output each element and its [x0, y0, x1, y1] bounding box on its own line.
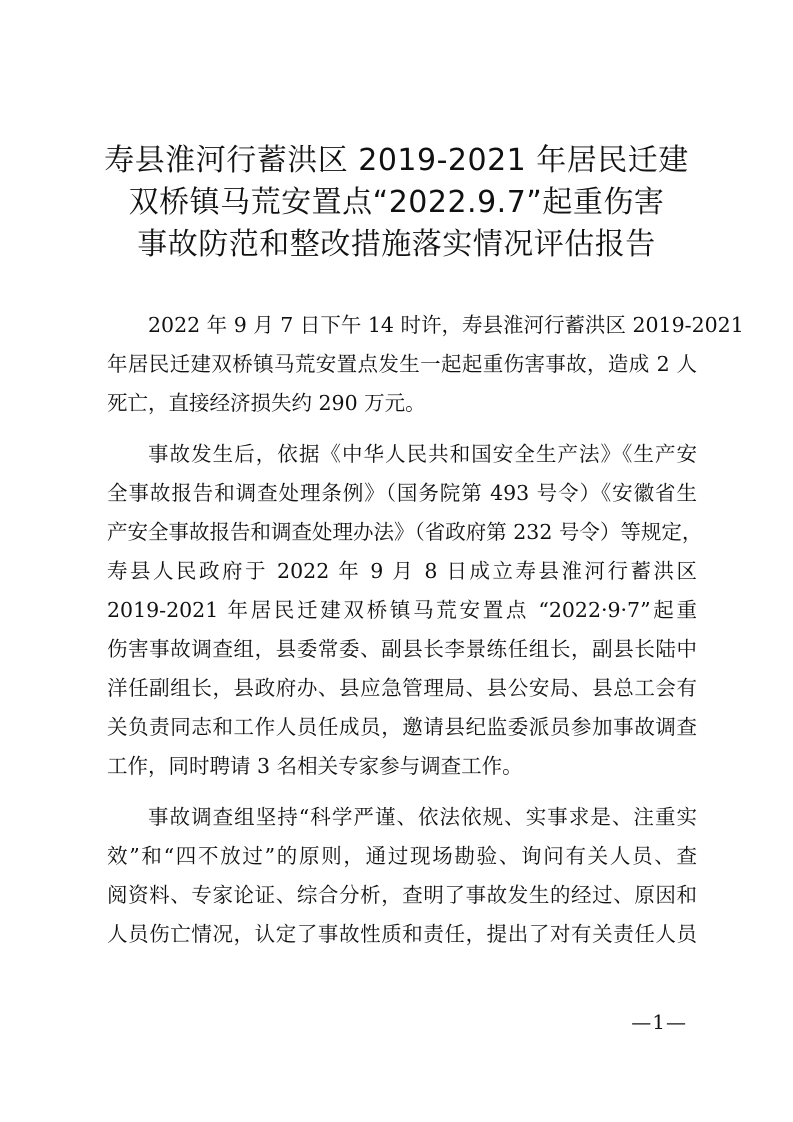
paragraph-line: 2019-2021 年居民迁建双桥镇马荒安置点 “2022·9·7”起重	[107, 598, 697, 622]
paragraph-line: 伤害事故调查组，县委常委、副县长李景练任组长，副县长陆中	[107, 637, 697, 661]
paragraph-line: 洋任副组长，县政府办、县应急管理局、县公安局、县总工会有	[107, 676, 697, 700]
paragraph-3	[107, 798, 697, 954]
paragraph-line: 关负责同志和工作人员任成员，邀请县纪监委派员参加事故调查	[107, 715, 697, 739]
paragraph-line: 效”和“四不放过”的原则，通过现场勘验、询问有关人员、查	[107, 844, 697, 868]
paragraph-line: 产安全事故报告和调查处理办法》（省政府第 232 号令）等规定，	[107, 520, 703, 544]
title-line: 双桥镇马荒安置点“2022.9.7”起重伤害	[128, 185, 665, 220]
paragraph-line: 人员伤亡情况，认定了事故性质和责任，提出了对有关责任人员	[107, 922, 697, 946]
document-body	[107, 306, 744, 966]
title-line: 事故防范和整改措施落实情况评估报告	[137, 227, 656, 262]
paragraph-line: 年居民迁建双桥镇马荒安置点发生一起起重伤害事故，造成 2 人	[107, 352, 697, 376]
title-line: 寿县淮河行蓄洪区 2019-2021 年居民迁建	[104, 143, 689, 178]
paragraph-line: 工作，同时聘请 3 名相关专家参与调查工作。	[107, 754, 523, 778]
paragraph-2	[107, 435, 703, 786]
paragraph-line: 死亡，直接经济损失约 290 万元。	[107, 391, 426, 415]
paragraph-line: 寿县人民政府于 2022 年 9 月 8 日成立寿县淮河行蓄洪区	[107, 559, 697, 583]
document-title	[60, 140, 733, 266]
paragraph-1	[107, 306, 744, 423]
page-number: —1—	[631, 1010, 687, 1034]
paragraph-line: 全事故报告和调查处理条例》（国务院第 493 号令）《安徽省生	[107, 481, 697, 505]
paragraph-line: 事故调查组坚持“科学严谨、依法依规、实事求是、注重实	[148, 805, 697, 829]
paragraph-line: 事故发生后，依据《中华人民共和国安全生产法》《生产安	[148, 442, 697, 466]
paragraph-line: 阅资料、专家论证、综合分析，查明了事故发生的经过、原因和	[107, 883, 697, 907]
paragraph-line: 2022 年 9 月 7 日下午 14 时许，寿县淮河行蓄洪区 2019-2021	[148, 313, 744, 337]
